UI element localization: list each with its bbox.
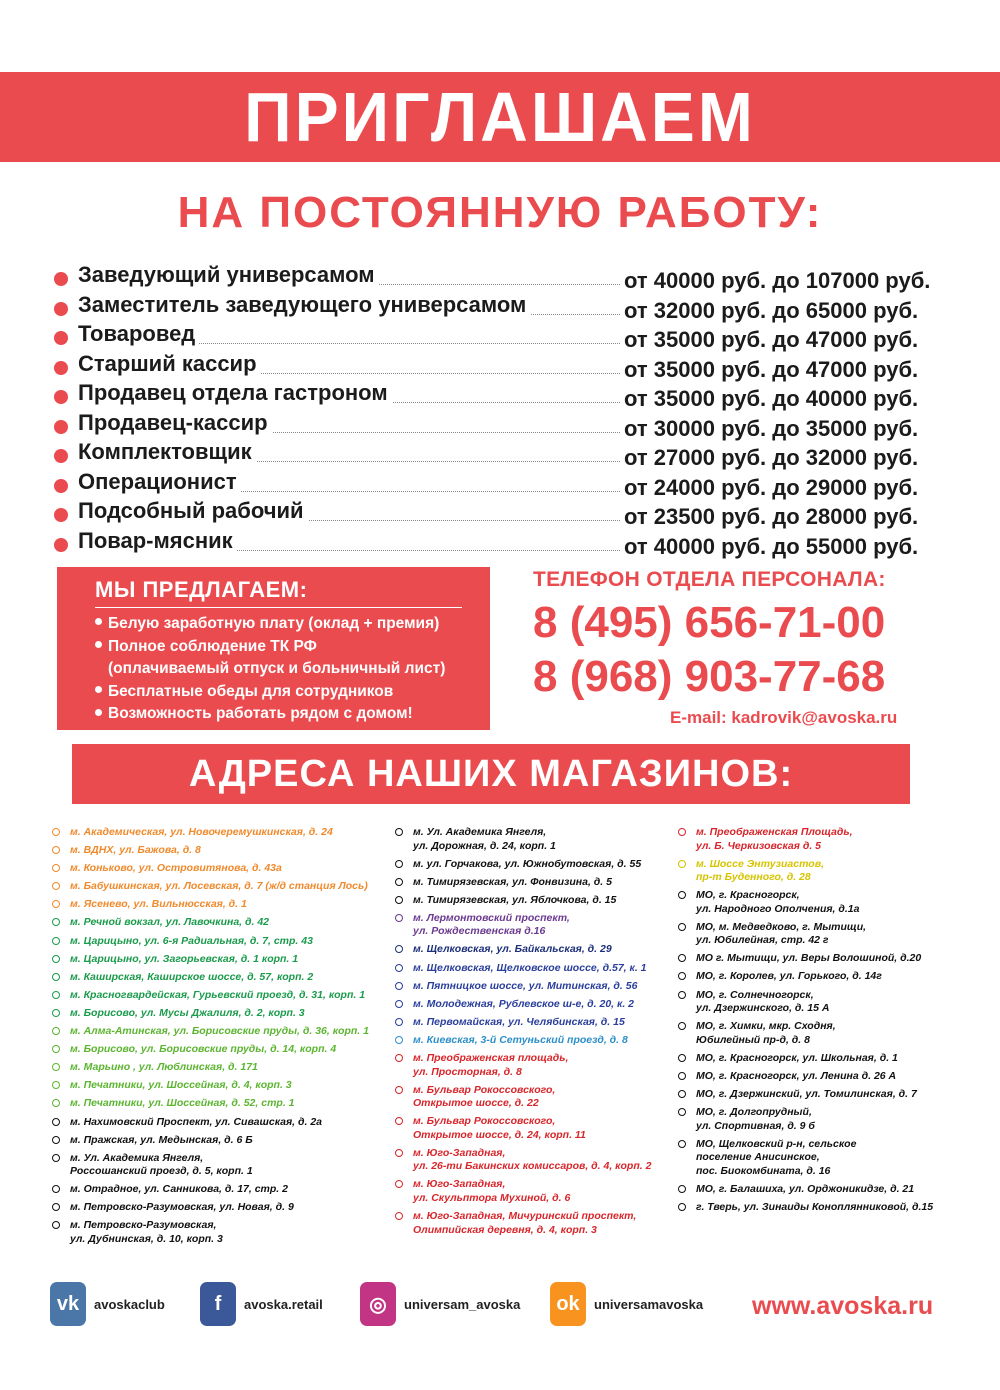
store-address — [393, 876, 651, 890]
store-address-line: МО, г. Долгопрудный, — [696, 1106, 812, 1119]
store-address — [50, 1079, 369, 1093]
store-address-line: ул. Дубнинская, д. 10, корп. 3 — [70, 1232, 223, 1245]
store-address-line: м. Каширская, Каширское шоссе, д. 57, корп. 2 — [70, 970, 314, 983]
circle-bullet-icon — [395, 896, 403, 904]
job-row — [54, 410, 954, 440]
circle-bullet-icon — [678, 828, 686, 836]
store-address-line: м. Бульвар Рокоссовского, — [413, 1083, 556, 1096]
circle-bullet-icon — [52, 1154, 60, 1162]
circle-bullet-icon — [395, 1036, 403, 1044]
social-handle: universamavoska — [594, 1296, 704, 1312]
store-address-line: м. Пятницкое шоссе, ул. Митинская, д. 56 — [413, 979, 638, 992]
store-address — [50, 1097, 369, 1111]
circle-bullet-icon — [395, 945, 403, 953]
circle-bullet-icon — [52, 1185, 60, 1193]
store-address-line: м. Шоссе Энтузиастов, — [696, 857, 824, 870]
circle-bullet-icon — [52, 1118, 60, 1126]
store-address — [393, 1084, 651, 1111]
circle-bullet-icon — [395, 860, 403, 868]
circle-bullet-icon — [52, 991, 60, 999]
job-list — [54, 262, 954, 557]
circle-bullet-icon — [395, 1149, 403, 1157]
store-address-line: м. Бульвар Рокоссовского, — [413, 1115, 556, 1128]
circle-bullet-icon — [678, 1185, 686, 1193]
store-address-line: м. Лермонтовский проспект, — [413, 911, 570, 924]
circle-bullet-icon — [52, 1136, 60, 1144]
store-address-line: ул. Юбилейная, стр. 42 г — [696, 934, 829, 947]
job-salary: от 35000 руб. до 40000 руб. — [624, 386, 919, 411]
store-address — [676, 970, 933, 984]
social-link[interactable] — [200, 1282, 323, 1326]
job-row — [54, 321, 954, 351]
job-title: Товаровед — [78, 321, 199, 347]
store-address-line: м. Отрадное, ул. Санникова, д. 17, стр. 2 — [70, 1183, 288, 1196]
store-address-line: м. Щелковская, Щелковское шоссе, д.57, к. 1 — [413, 961, 647, 974]
offer-divider — [95, 607, 462, 608]
circle-bullet-icon — [52, 846, 60, 854]
circle-bullet-icon — [678, 1140, 686, 1148]
store-address — [50, 971, 369, 985]
social-link[interactable] — [50, 1282, 165, 1326]
store-address-line: ул. Б. Черкизовская д. 5 — [696, 839, 822, 852]
store-address — [50, 880, 369, 894]
circle-bullet-icon — [678, 860, 686, 868]
phone-number-1[interactable]: 8 (495) 656-71-00 — [533, 598, 886, 647]
store-address-line: м. Киевская, 3-й Сетуньский проезд, д. 8 — [413, 1033, 628, 1046]
store-address-line: м. Алма-Атинская, ул. Борисовские пруды, д. 36, корп. 1 — [70, 1025, 369, 1038]
store-address — [50, 1201, 369, 1215]
circle-bullet-icon — [678, 1054, 686, 1062]
store-address-line: Юбилейный пр-д, д. 8 — [696, 1033, 810, 1046]
offer-item: Бесплатные обеды для сотрудников — [95, 681, 445, 704]
store-address-line: м. Бабушкинская, ул. Лосевская, д. 7 (ж/д станция Лось) — [70, 880, 368, 893]
job-salary: от 24000 руб. до 29000 руб. — [624, 474, 919, 500]
store-address-line: м. Академическая, ул. Новочеремушкинская, д. 24 — [70, 826, 333, 838]
store-address-line: ул. Скульптора Мухиной, д. 6 — [413, 1191, 571, 1204]
store-address-line: пр-т Буденного, д. 28 — [696, 871, 811, 884]
circle-bullet-icon — [395, 1212, 403, 1220]
store-address — [50, 1007, 369, 1021]
store-address — [50, 1025, 369, 1039]
store-address-line: м. Ул. Академика Янгеля, — [70, 1151, 204, 1164]
store-address-line: ул. 26-ти Бакинских комиссаров, д. 4, корп. 2 — [413, 1160, 652, 1173]
circle-bullet-icon — [395, 878, 403, 886]
bullet-icon — [54, 361, 68, 375]
job-salary: от 35000 руб. до 47000 руб. — [624, 327, 919, 352]
phone-label: ТЕЛЕФОН ОТДЕЛА ПЕРСОНАЛА: — [533, 568, 886, 591]
store-address-line: м. Тимирязевская, ул. Фонвизина, д. 5 — [413, 875, 612, 888]
circle-bullet-icon — [678, 1072, 686, 1080]
job-title: Комплектовщик — [78, 439, 256, 465]
store-address — [50, 1152, 369, 1179]
instagram-icon: ◎ — [360, 1282, 396, 1326]
store-address-line: ул. Рождественская д.16 — [413, 925, 546, 938]
circle-bullet-icon — [52, 900, 60, 908]
store-address — [676, 921, 933, 948]
store-address-line: МО, г. Красногорск, — [696, 889, 800, 902]
store-address — [393, 998, 651, 1012]
store-address — [676, 858, 933, 885]
title-banner — [0, 72, 1000, 162]
social-handle: avoskaclub — [94, 1296, 165, 1312]
job-title: Заместитель заведующего универсамом — [78, 292, 530, 318]
store-address — [676, 1106, 933, 1133]
job-salary: от 35000 руб. до 47000 руб. — [624, 356, 919, 382]
store-address-line: ул. Спортивная, д. 9 б — [696, 1119, 815, 1132]
store-address-line: м. Юго-Западная, Мичуринский проспект, — [413, 1210, 637, 1222]
circle-bullet-icon — [395, 828, 403, 836]
store-address-line: м. Марьино , ул. Люблинская, д. 171 — [70, 1061, 258, 1074]
odnoklassniki-icon: ok — [550, 1282, 586, 1326]
store-address-line: м. Петровско-Разумовская, ул. Новая, д. 9 — [70, 1201, 294, 1214]
store-address-line: Открытое шоссе, д. 22 — [413, 1097, 539, 1110]
bullet-icon — [54, 302, 68, 316]
circle-bullet-icon — [395, 982, 403, 990]
job-title: Операционист — [78, 469, 241, 495]
store-address-line: МО, г. Красногорск, ул. Школьная, д. 1 — [696, 1051, 898, 1064]
store-address — [50, 1061, 369, 1075]
circle-bullet-icon — [52, 1009, 60, 1017]
offer-item-continuation: (оплачиваемый отпуск и больничный лист) — [108, 660, 446, 678]
job-row — [54, 351, 954, 381]
store-address — [50, 898, 369, 912]
job-salary: от 30000 руб. до 35000 руб. — [624, 415, 919, 441]
store-address — [393, 912, 651, 939]
social-link[interactable] — [360, 1282, 520, 1326]
job-salary: от 40000 руб. до 55000 руб. — [624, 533, 919, 559]
store-address-line: м. Царицыно, ул. Загорьевская, д. 1 корп. 1 — [70, 952, 299, 965]
job-title: Продавец-кассир — [78, 410, 272, 436]
stores-heading: АДРЕСА НАШИХ МАГАЗИНОВ: — [188, 752, 794, 795]
circle-bullet-icon — [678, 1108, 686, 1116]
store-address-line: м. Коньково, ул. Островитянова, д. 43а — [70, 862, 282, 875]
store-address — [50, 935, 369, 949]
bullet-icon — [95, 686, 102, 693]
store-address-line: м. Ул. Академика Янгеля, — [413, 826, 547, 838]
circle-bullet-icon — [395, 964, 403, 972]
store-address-line: Россошанский проезд, д. 5, корп. 1 — [70, 1165, 253, 1178]
offer-heading: МЫ ПРЕДЛАГАЕМ: — [95, 577, 308, 602]
circle-bullet-icon — [395, 1180, 403, 1188]
store-address-line: м. Печатники, ул. Шоссейная, д. 4, корп. 3 — [70, 1079, 292, 1092]
store-address — [393, 1178, 651, 1205]
store-address — [676, 1201, 933, 1215]
store-address — [50, 1134, 369, 1148]
store-address-line: МО, г. Химки, мкр. Сходня, — [696, 1020, 836, 1033]
store-address — [393, 826, 651, 853]
offer-box — [57, 567, 490, 730]
store-address-line: м. Юго-Западная, — [413, 1146, 506, 1159]
website-link[interactable]: www.avoska.ru — [752, 1292, 934, 1320]
circle-bullet-icon — [52, 973, 60, 981]
store-address-line: МО, г. Красногорск, ул. Ленина д. 26 А — [696, 1069, 897, 1082]
offer-item: Возможность работать рядом с домом! — [95, 703, 445, 726]
store-address — [676, 1138, 933, 1179]
store-address — [676, 1070, 933, 1084]
circle-bullet-icon — [52, 1081, 60, 1089]
job-salary: от 27000 руб. до 32000 руб. — [624, 445, 919, 470]
bullet-icon — [54, 272, 68, 286]
store-address-line: МО, г. Королев, ул. Горького, д. 14г — [696, 970, 882, 983]
store-address-line: ул. Народного Ополчения, д.1а — [696, 902, 860, 915]
store-address-line: МО, г. Балашиха, ул. Орджоникидзе, д. 21 — [696, 1182, 915, 1195]
circle-bullet-icon — [52, 1063, 60, 1071]
store-address-line: м. Молодежная, Рублевское ш-е, д. 20, к. 2 — [413, 997, 635, 1010]
bullet-icon — [54, 331, 68, 345]
store-address — [393, 1147, 651, 1174]
bullet-icon — [95, 618, 102, 625]
store-address-line: м. Царицыно, ул. 6-я Радиальная, д. 7, стр. 43 — [70, 934, 313, 947]
store-address — [676, 826, 933, 853]
store-address — [676, 1020, 933, 1047]
circle-bullet-icon — [395, 1000, 403, 1008]
store-address-line: м. Речной вокзал, ул. Лавочкина, д. 42 — [70, 916, 269, 929]
store-column-1 — [50, 826, 369, 1251]
store-address-line: м. Петровско-Разумовская, — [70, 1219, 217, 1232]
facebook-icon: f — [200, 1282, 236, 1326]
store-address-line: м. Нахимовский Проспект, ул. Сивашская, д. 2а — [70, 1115, 323, 1128]
bullet-icon — [54, 538, 68, 552]
store-address-line: м. Борисово, ул. Борисовские пруды, д. 14, корп. 4 — [70, 1043, 337, 1056]
social-handle: avoska.retail — [244, 1296, 323, 1312]
store-address — [50, 953, 369, 967]
store-address — [50, 916, 369, 930]
bullet-icon — [54, 420, 68, 434]
circle-bullet-icon — [52, 1045, 60, 1053]
job-row — [54, 439, 954, 469]
bullet-icon — [54, 479, 68, 493]
store-address — [50, 989, 369, 1003]
circle-bullet-icon — [52, 828, 60, 836]
store-address-line: МО г. Мытищи, ул. Веры Волошиной, д.20 — [696, 952, 922, 965]
store-column-2 — [393, 826, 651, 1242]
store-address-line: м. Преображенская Площадь, — [696, 826, 853, 838]
circle-bullet-icon — [395, 1018, 403, 1026]
store-address-line: м. Борисово, ул. Мусы Джалиля, д. 2, корп. 3 — [70, 1006, 305, 1019]
page-subtitle: НА ПОСТОЯННУЮ РАБОТУ: — [177, 188, 823, 237]
job-row — [54, 292, 954, 322]
store-address — [393, 858, 651, 872]
circle-bullet-icon — [678, 1203, 686, 1211]
phone-number-2[interactable]: 8 (968) 903-77-68 — [533, 652, 886, 701]
store-address-line: Олимпийская деревня, д. 4, корп. 3 — [413, 1223, 597, 1236]
bullet-icon — [54, 390, 68, 404]
store-address — [50, 862, 369, 876]
social-handle: universam_avoska — [404, 1296, 521, 1312]
store-address-line: м. ул. Горчакова, ул. Южнобутовская, д. 55 — [413, 857, 642, 870]
store-address — [676, 1088, 933, 1102]
store-address — [50, 1183, 369, 1197]
store-address-line: Открытое шоссе, д. 24, корп. 11 — [413, 1128, 586, 1141]
store-address-line: м. Юго-Западная, — [413, 1178, 506, 1191]
job-row — [54, 498, 954, 528]
store-address — [393, 1115, 651, 1142]
email-link[interactable]: E-mail: kadrovik@avoska.ru — [670, 708, 898, 727]
circle-bullet-icon — [52, 882, 60, 890]
circle-bullet-icon — [395, 914, 403, 922]
store-address — [50, 1219, 369, 1246]
store-address-line: МО, г. Дзержинский, ул. Томилинская, д. 7 — [696, 1087, 917, 1100]
store-address — [393, 1034, 651, 1048]
store-address-line: м. Щелковская, ул. Байкальская, д. 29 — [413, 943, 612, 956]
circle-bullet-icon — [395, 1117, 403, 1125]
store-address-line: м. Преображенская площадь, — [413, 1052, 569, 1065]
job-row — [54, 469, 954, 499]
store-address-line: м. ВДНХ, ул. Бажова, д. 8 — [70, 844, 201, 857]
circle-bullet-icon — [395, 1086, 403, 1094]
circle-bullet-icon — [678, 923, 686, 931]
circle-bullet-icon — [52, 1099, 60, 1107]
store-address-line: м. Пражская, ул. Медынская, д. 6 Б — [70, 1133, 253, 1146]
store-address — [393, 962, 651, 976]
circle-bullet-icon — [678, 991, 686, 999]
circle-bullet-icon — [678, 1090, 686, 1098]
store-address — [393, 894, 651, 908]
offer-list — [95, 613, 445, 726]
store-address-line: пос. Биокомбината, д. 16 — [696, 1164, 831, 1177]
store-address — [676, 989, 933, 1016]
store-address-line: м. Тимирязевская, ул. Яблочкова, д. 15 — [413, 893, 617, 906]
circle-bullet-icon — [52, 1221, 60, 1229]
store-address — [50, 1116, 369, 1130]
store-address-line: м. Первомайская, ул. Челябинская, д. 15 — [413, 1015, 625, 1028]
offer-item: Полное соблюдение ТК РФ — [95, 636, 445, 659]
page-title: ПРИГЛАШАЕМ — [244, 78, 756, 156]
job-salary: от 40000 руб. до 107000 руб. — [624, 268, 931, 293]
store-address-line: поселение Анисинское, — [696, 1151, 820, 1164]
job-title: Продавец отдела гастроном — [78, 380, 392, 406]
circle-bullet-icon — [52, 955, 60, 963]
store-address — [676, 889, 933, 916]
store-address — [393, 980, 651, 994]
circle-bullet-icon — [52, 918, 60, 926]
circle-bullet-icon — [678, 972, 686, 980]
circle-bullet-icon — [52, 864, 60, 872]
store-address — [393, 1016, 651, 1030]
circle-bullet-icon — [52, 1027, 60, 1035]
store-address-line: МО, г. Солнечногорск, — [696, 988, 814, 1001]
job-title: Старший кассир — [78, 351, 261, 377]
store-address-line: ул. Дзержинского, д. 15 А — [696, 1002, 830, 1015]
job-title: Повар-мясник — [78, 528, 237, 554]
store-address — [393, 943, 651, 957]
store-address-line: м. Ясенево, ул. Вильнюсская, д. 1 — [70, 898, 247, 911]
job-title: Заведующий универсамом — [78, 262, 379, 288]
store-address — [50, 844, 369, 858]
circle-bullet-icon — [52, 1203, 60, 1211]
store-address — [50, 1043, 369, 1057]
bullet-icon — [95, 709, 102, 716]
job-row — [54, 262, 954, 292]
store-address-line: г. Тверь, ул. Зинаиды Коноплянниковой, д.15 — [696, 1200, 934, 1213]
job-row — [54, 528, 954, 558]
store-address-line: ул. Дорожная, д. 24, корп. 1 — [413, 839, 556, 852]
job-title: Подсобный рабочий — [78, 498, 308, 524]
store-address — [676, 1183, 933, 1197]
social-link[interactable] — [550, 1282, 703, 1326]
store-column-3 — [676, 826, 933, 1219]
bullet-icon — [95, 641, 102, 648]
circle-bullet-icon — [52, 937, 60, 945]
store-address-line: м. Печатники, ул. Шоссейная, д. 52, стр. 1 — [70, 1097, 295, 1110]
bullet-icon — [54, 508, 68, 522]
store-address-line: МО, м. Медведково, г. Мытищи, — [696, 920, 867, 933]
vk-icon: vk — [50, 1282, 86, 1326]
job-salary: от 23500 руб. до 28000 руб. — [624, 504, 919, 529]
circle-bullet-icon — [678, 954, 686, 962]
circle-bullet-icon — [678, 891, 686, 899]
store-address — [676, 952, 933, 966]
store-address — [393, 1052, 651, 1079]
bullet-icon — [54, 449, 68, 463]
store-address — [50, 826, 369, 840]
store-address — [676, 1052, 933, 1066]
job-row — [54, 380, 954, 410]
circle-bullet-icon — [678, 1022, 686, 1030]
stores-banner — [72, 744, 910, 804]
circle-bullet-icon — [395, 1054, 403, 1062]
store-address-line: МО, Щелковский р-н, сельское — [696, 1137, 857, 1150]
store-address-line: ул. Просторная, д. 8 — [413, 1065, 522, 1078]
store-address — [393, 1210, 651, 1237]
offer-item: Белую заработную плату (оклад + премия) — [95, 613, 445, 636]
store-address-line: м. Красногвардейская, Гурьевский проезд, д. 31, корп. 1 — [70, 988, 366, 1001]
job-salary: от 32000 руб. до 65000 руб. — [624, 297, 919, 323]
